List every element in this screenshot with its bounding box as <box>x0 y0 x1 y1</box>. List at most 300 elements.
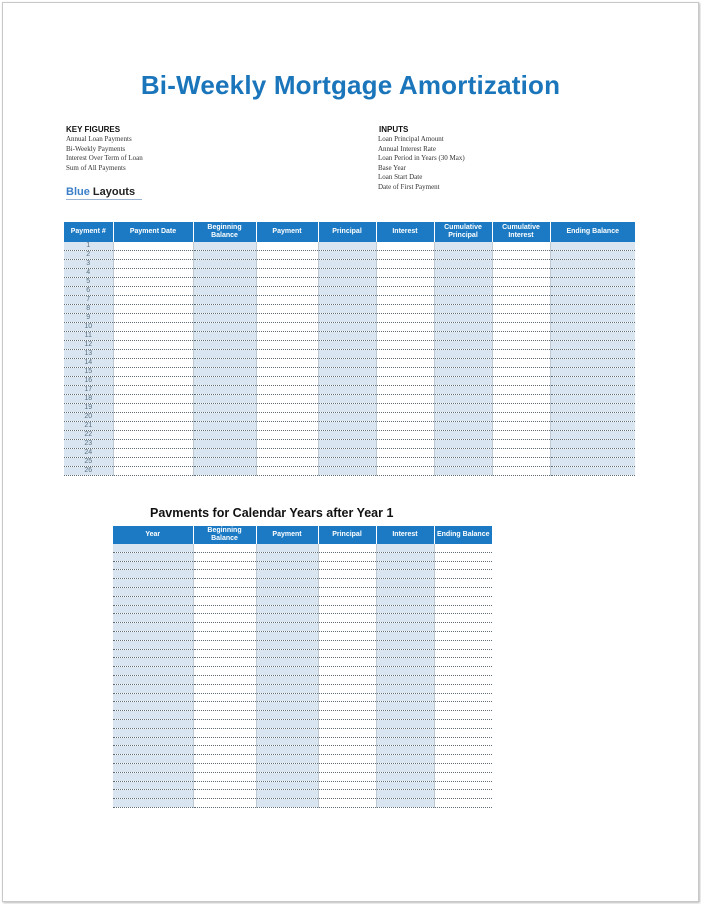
table-cell[interactable] <box>434 640 492 649</box>
table-cell[interactable] <box>193 269 256 278</box>
table-cell[interactable] <box>550 449 635 458</box>
table-cell[interactable] <box>434 702 492 711</box>
table-cell[interactable] <box>193 596 256 605</box>
table-cell[interactable] <box>113 667 193 676</box>
table-cell[interactable] <box>434 296 492 305</box>
table-cell[interactable] <box>256 386 318 395</box>
table-cell[interactable] <box>193 570 256 579</box>
table-cell[interactable] <box>318 296 376 305</box>
table-cell[interactable] <box>376 631 434 640</box>
table-cell[interactable] <box>256 737 318 746</box>
table-cell[interactable] <box>113 719 193 728</box>
table-cell[interactable] <box>256 359 318 368</box>
table-cell[interactable] <box>318 413 376 422</box>
table-cell[interactable] <box>256 667 318 676</box>
table-cell[interactable] <box>492 314 550 323</box>
table-cell[interactable] <box>113 305 193 314</box>
table-cell[interactable] <box>256 702 318 711</box>
table-cell[interactable] <box>492 458 550 467</box>
table-cell[interactable] <box>193 422 256 431</box>
table-cell[interactable] <box>113 702 193 711</box>
table-cell[interactable] <box>492 278 550 287</box>
table-cell[interactable] <box>256 278 318 287</box>
table-cell[interactable] <box>318 737 376 746</box>
table-cell[interactable] <box>193 640 256 649</box>
table-cell[interactable] <box>113 287 193 296</box>
table-cell[interactable] <box>113 728 193 737</box>
table-cell[interactable] <box>376 763 434 772</box>
table-cell[interactable] <box>318 746 376 755</box>
table-cell[interactable] <box>113 377 193 386</box>
table-cell[interactable] <box>376 799 434 808</box>
table-cell[interactable] <box>113 763 193 772</box>
table-cell[interactable] <box>113 790 193 799</box>
table-cell[interactable] <box>193 746 256 755</box>
table-cell[interactable] <box>318 596 376 605</box>
table-cell[interactable] <box>256 242 318 251</box>
table-cell[interactable] <box>193 711 256 720</box>
table-cell[interactable] <box>434 623 492 632</box>
table-cell[interactable] <box>492 296 550 305</box>
table-cell[interactable] <box>550 287 635 296</box>
table-cell[interactable] <box>492 467 550 476</box>
table-cell[interactable] <box>376 458 434 467</box>
table-cell[interactable] <box>193 314 256 323</box>
table-cell[interactable] <box>256 755 318 764</box>
table-cell[interactable] <box>434 377 492 386</box>
table-cell[interactable] <box>193 332 256 341</box>
table-cell[interactable] <box>256 623 318 632</box>
table-cell[interactable] <box>256 544 318 552</box>
table-cell[interactable] <box>256 368 318 377</box>
table-cell[interactable] <box>113 755 193 764</box>
table-cell[interactable] <box>193 544 256 552</box>
table-cell[interactable] <box>113 314 193 323</box>
table-cell[interactable] <box>193 667 256 676</box>
table-cell[interactable] <box>318 719 376 728</box>
table-cell[interactable] <box>256 323 318 332</box>
table-cell[interactable] <box>434 305 492 314</box>
table-cell[interactable] <box>193 587 256 596</box>
table-cell[interactable] <box>193 251 256 260</box>
table-cell[interactable] <box>318 605 376 614</box>
table-cell[interactable] <box>318 341 376 350</box>
table-cell[interactable] <box>376 359 434 368</box>
table-cell[interactable] <box>434 728 492 737</box>
table-cell[interactable] <box>318 728 376 737</box>
table-cell[interactable] <box>434 386 492 395</box>
table-cell[interactable] <box>113 359 193 368</box>
table-cell[interactable] <box>193 395 256 404</box>
table-cell[interactable] <box>193 287 256 296</box>
table-cell[interactable] <box>376 296 434 305</box>
table-cell[interactable] <box>256 314 318 323</box>
table-cell[interactable] <box>434 649 492 658</box>
table-cell[interactable] <box>113 781 193 790</box>
table-cell[interactable] <box>113 693 193 702</box>
table-cell[interactable] <box>318 350 376 359</box>
table-cell[interactable] <box>434 737 492 746</box>
table-cell[interactable] <box>376 684 434 693</box>
table-cell[interactable] <box>550 278 635 287</box>
table-cell[interactable] <box>550 314 635 323</box>
table-cell[interactable] <box>113 296 193 305</box>
table-cell[interactable] <box>434 251 492 260</box>
table-cell[interactable] <box>318 781 376 790</box>
table-cell[interactable] <box>376 287 434 296</box>
table-cell[interactable] <box>434 755 492 764</box>
table-cell[interactable] <box>113 570 193 579</box>
table-cell[interactable] <box>113 675 193 684</box>
table-cell[interactable] <box>113 251 193 260</box>
table-cell[interactable] <box>492 449 550 458</box>
table-cell[interactable] <box>113 623 193 632</box>
table-cell[interactable] <box>376 737 434 746</box>
table-cell[interactable] <box>550 305 635 314</box>
table-cell[interactable] <box>256 579 318 588</box>
table-cell[interactable] <box>256 684 318 693</box>
table-cell[interactable] <box>256 332 318 341</box>
table-cell[interactable] <box>434 552 492 561</box>
table-cell[interactable] <box>256 790 318 799</box>
table-cell[interactable] <box>256 467 318 476</box>
table-cell[interactable] <box>113 544 193 552</box>
table-cell[interactable] <box>434 684 492 693</box>
table-cell[interactable] <box>492 269 550 278</box>
table-cell[interactable] <box>256 570 318 579</box>
table-cell[interactable] <box>376 728 434 737</box>
table-cell[interactable] <box>256 296 318 305</box>
table-cell[interactable] <box>434 404 492 413</box>
table-cell[interactable] <box>550 359 635 368</box>
table-cell[interactable] <box>193 605 256 614</box>
table-cell[interactable] <box>434 667 492 676</box>
table-cell[interactable] <box>318 640 376 649</box>
table-cell[interactable] <box>434 368 492 377</box>
table-cell[interactable] <box>376 278 434 287</box>
table-cell[interactable] <box>492 368 550 377</box>
table-cell[interactable] <box>434 449 492 458</box>
table-cell[interactable] <box>550 296 635 305</box>
table-cell[interactable] <box>434 458 492 467</box>
table-cell[interactable] <box>318 667 376 676</box>
table-cell[interactable] <box>434 422 492 431</box>
table-cell[interactable] <box>376 570 434 579</box>
table-cell[interactable] <box>113 269 193 278</box>
table-cell[interactable] <box>193 763 256 772</box>
table-cell[interactable] <box>434 332 492 341</box>
table-cell[interactable] <box>376 552 434 561</box>
table-cell[interactable] <box>318 631 376 640</box>
table-cell[interactable] <box>550 341 635 350</box>
table-cell[interactable] <box>376 746 434 755</box>
table-cell[interactable] <box>193 377 256 386</box>
table-cell[interactable] <box>193 728 256 737</box>
table-cell[interactable] <box>376 323 434 332</box>
table-cell[interactable] <box>376 640 434 649</box>
table-cell[interactable] <box>434 781 492 790</box>
table-cell[interactable] <box>256 781 318 790</box>
table-cell[interactable] <box>318 623 376 632</box>
table-cell[interactable] <box>318 684 376 693</box>
table-cell[interactable] <box>256 350 318 359</box>
table-cell[interactable] <box>113 552 193 561</box>
table-cell[interactable] <box>434 242 492 251</box>
table-cell[interactable] <box>550 377 635 386</box>
table-cell[interactable] <box>434 772 492 781</box>
table-cell[interactable] <box>256 799 318 808</box>
table-cell[interactable] <box>318 332 376 341</box>
table-cell[interactable] <box>376 579 434 588</box>
table-cell[interactable] <box>376 449 434 458</box>
table-cell[interactable] <box>256 251 318 260</box>
table-cell[interactable] <box>376 596 434 605</box>
table-cell[interactable] <box>256 693 318 702</box>
table-cell[interactable] <box>193 781 256 790</box>
table-cell[interactable] <box>113 799 193 808</box>
table-cell[interactable] <box>318 449 376 458</box>
table-cell[interactable] <box>434 570 492 579</box>
table-cell[interactable] <box>434 395 492 404</box>
table-cell[interactable] <box>318 579 376 588</box>
table-cell[interactable] <box>550 386 635 395</box>
table-cell[interactable] <box>256 763 318 772</box>
table-cell[interactable] <box>376 623 434 632</box>
table-cell[interactable] <box>376 667 434 676</box>
table-cell[interactable] <box>193 561 256 570</box>
table-cell[interactable] <box>193 755 256 764</box>
table-cell[interactable] <box>376 314 434 323</box>
table-cell[interactable] <box>434 287 492 296</box>
table-cell[interactable] <box>376 368 434 377</box>
table-cell[interactable] <box>550 260 635 269</box>
table-cell[interactable] <box>318 395 376 404</box>
table-cell[interactable] <box>318 278 376 287</box>
table-cell[interactable] <box>318 675 376 684</box>
table-cell[interactable] <box>318 570 376 579</box>
table-cell[interactable] <box>113 422 193 431</box>
table-cell[interactable] <box>318 314 376 323</box>
table-cell[interactable] <box>492 305 550 314</box>
table-cell[interactable] <box>256 675 318 684</box>
table-cell[interactable] <box>113 404 193 413</box>
table-cell[interactable] <box>193 431 256 440</box>
table-cell[interactable] <box>318 693 376 702</box>
table-cell[interactable] <box>318 422 376 431</box>
table-cell[interactable] <box>113 341 193 350</box>
table-cell[interactable] <box>376 781 434 790</box>
table-cell[interactable] <box>256 631 318 640</box>
table-cell[interactable] <box>256 596 318 605</box>
table-cell[interactable] <box>256 458 318 467</box>
table-cell[interactable] <box>318 772 376 781</box>
table-cell[interactable] <box>193 386 256 395</box>
table-cell[interactable] <box>113 260 193 269</box>
table-cell[interactable] <box>434 467 492 476</box>
table-cell[interactable] <box>376 649 434 658</box>
table-cell[interactable] <box>376 658 434 667</box>
table-cell[interactable] <box>434 631 492 640</box>
table-cell[interactable] <box>193 614 256 623</box>
table-cell[interactable] <box>193 658 256 667</box>
table-cell[interactable] <box>434 314 492 323</box>
table-cell[interactable] <box>434 359 492 368</box>
table-cell[interactable] <box>256 649 318 658</box>
table-cell[interactable] <box>256 772 318 781</box>
table-cell[interactable] <box>113 684 193 693</box>
table-cell[interactable] <box>434 763 492 772</box>
table-cell[interactable] <box>318 251 376 260</box>
table-cell[interactable] <box>376 772 434 781</box>
table-cell[interactable] <box>113 605 193 614</box>
table-cell[interactable] <box>256 269 318 278</box>
table-cell[interactable] <box>434 719 492 728</box>
table-cell[interactable] <box>550 242 635 251</box>
table-cell[interactable] <box>318 467 376 476</box>
table-cell[interactable] <box>193 467 256 476</box>
table-cell[interactable] <box>492 386 550 395</box>
table-cell[interactable] <box>193 323 256 332</box>
table-cell[interactable] <box>256 614 318 623</box>
table-cell[interactable] <box>376 260 434 269</box>
table-cell[interactable] <box>376 332 434 341</box>
table-cell[interactable] <box>550 440 635 449</box>
table-cell[interactable] <box>193 440 256 449</box>
table-cell[interactable] <box>376 386 434 395</box>
table-cell[interactable] <box>318 561 376 570</box>
table-cell[interactable] <box>113 596 193 605</box>
table-cell[interactable] <box>113 746 193 755</box>
table-cell[interactable] <box>376 431 434 440</box>
table-cell[interactable] <box>434 260 492 269</box>
table-cell[interactable] <box>376 544 434 552</box>
table-cell[interactable] <box>193 719 256 728</box>
table-cell[interactable] <box>113 640 193 649</box>
table-cell[interactable] <box>318 404 376 413</box>
table-cell[interactable] <box>492 350 550 359</box>
table-cell[interactable] <box>318 377 376 386</box>
table-cell[interactable] <box>256 440 318 449</box>
table-cell[interactable] <box>256 746 318 755</box>
table-cell[interactable] <box>113 737 193 746</box>
table-cell[interactable] <box>550 458 635 467</box>
table-cell[interactable] <box>113 368 193 377</box>
table-cell[interactable] <box>193 631 256 640</box>
table-cell[interactable] <box>193 404 256 413</box>
table-cell[interactable] <box>256 587 318 596</box>
table-cell[interactable] <box>256 552 318 561</box>
table-cell[interactable] <box>256 413 318 422</box>
table-cell[interactable] <box>113 579 193 588</box>
table-cell[interactable] <box>113 395 193 404</box>
table-cell[interactable] <box>113 386 193 395</box>
table-cell[interactable] <box>376 251 434 260</box>
table-cell[interactable] <box>434 440 492 449</box>
table-cell[interactable] <box>318 386 376 395</box>
table-cell[interactable] <box>193 242 256 251</box>
table-cell[interactable] <box>376 413 434 422</box>
table-cell[interactable] <box>113 458 193 467</box>
table-cell[interactable] <box>492 431 550 440</box>
table-cell[interactable] <box>113 242 193 251</box>
table-cell[interactable] <box>550 431 635 440</box>
table-cell[interactable] <box>492 404 550 413</box>
table-cell[interactable] <box>376 467 434 476</box>
table-cell[interactable] <box>318 755 376 764</box>
table-cell[interactable] <box>318 799 376 808</box>
table-cell[interactable] <box>550 332 635 341</box>
table-cell[interactable] <box>492 251 550 260</box>
table-cell[interactable] <box>492 395 550 404</box>
table-cell[interactable] <box>492 260 550 269</box>
table-cell[interactable] <box>434 675 492 684</box>
table-cell[interactable] <box>434 614 492 623</box>
table-cell[interactable] <box>434 799 492 808</box>
table-cell[interactable] <box>318 763 376 772</box>
table-cell[interactable] <box>193 702 256 711</box>
table-cell[interactable] <box>193 799 256 808</box>
table-cell[interactable] <box>550 467 635 476</box>
table-cell[interactable] <box>256 719 318 728</box>
table-cell[interactable] <box>550 269 635 278</box>
table-cell[interactable] <box>434 413 492 422</box>
table-cell[interactable] <box>492 287 550 296</box>
table-cell[interactable] <box>113 323 193 332</box>
table-cell[interactable] <box>318 552 376 561</box>
table-cell[interactable] <box>434 350 492 359</box>
table-cell[interactable] <box>434 579 492 588</box>
table-cell[interactable] <box>318 287 376 296</box>
table-cell[interactable] <box>376 395 434 404</box>
table-cell[interactable] <box>492 413 550 422</box>
table-cell[interactable] <box>434 269 492 278</box>
table-cell[interactable] <box>256 377 318 386</box>
table-cell[interactable] <box>434 561 492 570</box>
table-cell[interactable] <box>113 467 193 476</box>
table-cell[interactable] <box>434 544 492 552</box>
table-cell[interactable] <box>193 359 256 368</box>
table-cell[interactable] <box>193 684 256 693</box>
table-cell[interactable] <box>434 658 492 667</box>
table-cell[interactable] <box>318 458 376 467</box>
table-cell[interactable] <box>434 278 492 287</box>
table-cell[interactable] <box>113 561 193 570</box>
table-cell[interactable] <box>113 413 193 422</box>
table-cell[interactable] <box>318 269 376 278</box>
table-cell[interactable] <box>318 649 376 658</box>
table-cell[interactable] <box>376 561 434 570</box>
table-cell[interactable] <box>376 422 434 431</box>
table-cell[interactable] <box>256 422 318 431</box>
table-cell[interactable] <box>256 287 318 296</box>
table-cell[interactable] <box>492 377 550 386</box>
table-cell[interactable] <box>318 440 376 449</box>
table-cell[interactable] <box>193 623 256 632</box>
table-cell[interactable] <box>193 296 256 305</box>
table-cell[interactable] <box>318 658 376 667</box>
table-cell[interactable] <box>434 790 492 799</box>
table-cell[interactable] <box>256 658 318 667</box>
table-cell[interactable] <box>256 449 318 458</box>
table-cell[interactable] <box>113 587 193 596</box>
table-cell[interactable] <box>256 404 318 413</box>
table-cell[interactable] <box>376 242 434 251</box>
table-cell[interactable] <box>318 323 376 332</box>
table-cell[interactable] <box>193 368 256 377</box>
table-cell[interactable] <box>318 359 376 368</box>
table-cell[interactable] <box>376 711 434 720</box>
table-cell[interactable] <box>318 614 376 623</box>
